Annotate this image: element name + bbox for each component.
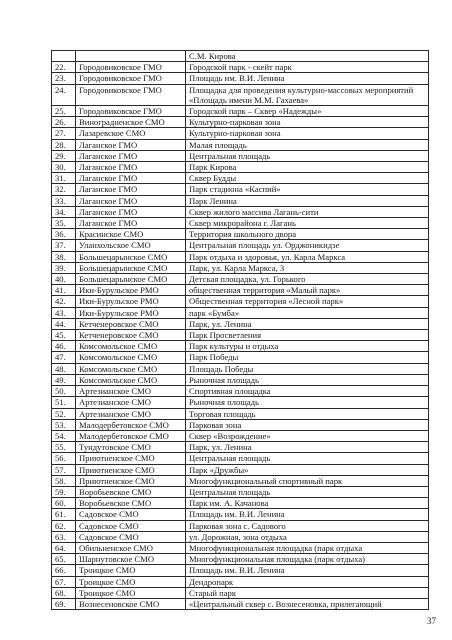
table-row bbox=[52, 352, 429, 363]
table-row bbox=[52, 51, 429, 62]
municipality-name: Лаганское ГМО bbox=[76, 162, 186, 173]
row-number: 30. bbox=[52, 162, 76, 173]
table-row bbox=[52, 430, 429, 441]
object-name: Сквер «Возрождение» bbox=[186, 430, 429, 441]
object-name: Рыночная площадь bbox=[186, 397, 429, 408]
object-name: Центральная площадь bbox=[186, 486, 429, 497]
municipality-name: Садовское СМО bbox=[76, 509, 186, 520]
municipality-name: Городовиковское ГМО bbox=[76, 73, 186, 84]
row-number: 51. bbox=[52, 397, 76, 408]
object-name: Рыночная площадь bbox=[186, 374, 429, 385]
row-number: 68. bbox=[52, 587, 76, 598]
row-number: 50. bbox=[52, 386, 76, 397]
table-row bbox=[52, 318, 429, 329]
row-number: 28. bbox=[52, 139, 76, 150]
table-row bbox=[52, 587, 429, 598]
object-name: Культурно-парковая зона bbox=[186, 128, 429, 139]
table-row bbox=[52, 542, 429, 553]
object-name: Торговая площадь bbox=[186, 408, 429, 419]
page-number: 37 bbox=[427, 616, 436, 626]
row-number: 47. bbox=[52, 352, 76, 363]
object-name: Детская площадка, ул. Горького bbox=[186, 274, 429, 285]
municipality-name: Приютненское СМО bbox=[76, 453, 186, 464]
table-row bbox=[52, 576, 429, 587]
table-row bbox=[52, 251, 429, 262]
table-row bbox=[52, 509, 429, 520]
table-row bbox=[52, 341, 429, 352]
row-number: 27. bbox=[52, 128, 76, 139]
table-row bbox=[52, 386, 429, 397]
municipality-name: Красинское СМО bbox=[76, 229, 186, 240]
object-name: Общественная территория «Лесной парк» bbox=[186, 296, 429, 307]
table-row bbox=[52, 195, 429, 206]
municipality-name: Малодербетовское СМО bbox=[76, 419, 186, 430]
row-number: 35. bbox=[52, 218, 76, 229]
table-row bbox=[52, 62, 429, 73]
table-row bbox=[52, 128, 429, 139]
table-row bbox=[52, 453, 429, 464]
object-name: Парк отдыха и здоровья, ул. Карла Маркса bbox=[186, 251, 429, 262]
object-name: Городской парк - скейт парк bbox=[186, 62, 429, 73]
row-number: 41. bbox=[52, 285, 76, 296]
table-row bbox=[52, 218, 429, 229]
row-number: 38. bbox=[52, 251, 76, 262]
municipality-name: Комсомольское СМО bbox=[76, 341, 186, 352]
row-number: 66. bbox=[52, 565, 76, 576]
object-name: Парк, ул. Карла Маркса, 3 bbox=[186, 262, 429, 273]
object-name: Сквер жилого массива Лагань-сити bbox=[186, 206, 429, 217]
table-row bbox=[52, 240, 429, 251]
municipality-name: Садовское СМО bbox=[76, 531, 186, 542]
table-row bbox=[52, 498, 429, 509]
municipality-name: Артезианское СМО bbox=[76, 386, 186, 397]
row-number: 39. bbox=[52, 262, 76, 273]
municipality-name: Артезианское СМО bbox=[76, 397, 186, 408]
municipality-name: Приютненское СМО bbox=[76, 475, 186, 486]
row-number: 61. bbox=[52, 509, 76, 520]
object-name: Парк, ул. Ленина bbox=[186, 318, 429, 329]
table-row bbox=[52, 408, 429, 419]
object-name: Парк Ленина bbox=[186, 195, 429, 206]
municipality-name: Троицкое СМО bbox=[76, 587, 186, 598]
row-number: 24. bbox=[52, 84, 76, 105]
municipality-name: Воробьевское СМО bbox=[76, 498, 186, 509]
municipality-name: Лаганское ГМО bbox=[76, 206, 186, 217]
row-number: 59. bbox=[52, 486, 76, 497]
table-row bbox=[52, 206, 429, 217]
object-name: С.М. Кирова bbox=[186, 51, 429, 62]
table-row bbox=[52, 554, 429, 565]
row-number: 58. bbox=[52, 475, 76, 486]
municipality-name: Кетченеровское СМО bbox=[76, 318, 186, 329]
row-number: 29. bbox=[52, 150, 76, 161]
municipality-name: Малодербетовское СМО bbox=[76, 430, 186, 441]
table-row bbox=[52, 296, 429, 307]
municipality-name: Шарнутовское СМО bbox=[76, 554, 186, 565]
row-number: 44. bbox=[52, 318, 76, 329]
object-name: Площадка для проведения культурно-массовых мероприятий «Площадь имени М.М. Гахаева» bbox=[186, 84, 429, 105]
row-number: 63. bbox=[52, 531, 76, 542]
municipality-name: Городовиковское ГМО bbox=[76, 106, 186, 117]
row-number: 31. bbox=[52, 173, 76, 184]
municipality-name: Лаганское ГМО bbox=[76, 139, 186, 150]
object-name: Территория школьного двора bbox=[186, 229, 429, 240]
table-row bbox=[52, 520, 429, 531]
object-name: Многофункциональная площадка (парк отдыха) bbox=[186, 554, 429, 565]
table-row bbox=[52, 162, 429, 173]
row-number: 55. bbox=[52, 442, 76, 453]
row-number: 64. bbox=[52, 542, 76, 553]
row-number: 53. bbox=[52, 419, 76, 430]
row-number: 40. bbox=[52, 274, 76, 285]
municipality-name bbox=[76, 51, 186, 62]
row-number: 36. bbox=[52, 229, 76, 240]
table-row bbox=[52, 419, 429, 430]
object-name: Парк, ул. Ленина bbox=[186, 442, 429, 453]
object-name: Парк культуры и отдыха bbox=[186, 341, 429, 352]
object-name: Старый парк bbox=[186, 587, 429, 598]
table-row bbox=[52, 84, 429, 105]
object-name: Парк «Дружбы» bbox=[186, 464, 429, 475]
object-name: Многофункциональная площадка (парк отдыха bbox=[186, 542, 429, 553]
row-number: 43. bbox=[52, 307, 76, 318]
object-name: Сквер Будды bbox=[186, 173, 429, 184]
row-number: 46. bbox=[52, 341, 76, 352]
municipality-name: Лаганское ГМО bbox=[76, 173, 186, 184]
table-row bbox=[52, 598, 429, 609]
municipality-name: Троицкое СМО bbox=[76, 576, 186, 587]
row-number: 33. bbox=[52, 195, 76, 206]
object-name: Дендропарк bbox=[186, 576, 429, 587]
object-name: Площадь Победы bbox=[186, 363, 429, 374]
object-name: общественная территория «Малый парк» bbox=[186, 285, 429, 296]
object-name: Парк Победы bbox=[186, 352, 429, 363]
object-name: Малая площадь bbox=[186, 139, 429, 150]
row-number: 54. bbox=[52, 430, 76, 441]
municipality-name: Комсомольское СМО bbox=[76, 352, 186, 363]
table-row bbox=[52, 486, 429, 497]
table-row bbox=[52, 374, 429, 385]
municipality-name: Комсомольское СМО bbox=[76, 374, 186, 385]
table-row bbox=[52, 173, 429, 184]
row-number: 42. bbox=[52, 296, 76, 307]
municipality-name: Лаганское ГМО bbox=[76, 184, 186, 195]
table-row bbox=[52, 442, 429, 453]
row-number bbox=[52, 51, 76, 62]
row-number: 69. bbox=[52, 598, 76, 609]
object-name: «Центральный сквер с. Вознесеновка, прилегающий bbox=[186, 598, 429, 609]
row-number: 57. bbox=[52, 464, 76, 475]
municipality-name: Лаганское ГМО bbox=[76, 195, 186, 206]
table-row bbox=[52, 565, 429, 576]
municipality-name: Вознесеновское СМО bbox=[76, 598, 186, 609]
municipality-name: Виноградненское СМО bbox=[76, 117, 186, 128]
row-number: 67. bbox=[52, 576, 76, 587]
registry-table-body bbox=[52, 51, 429, 610]
municipality-name: Троицкое СМО bbox=[76, 565, 186, 576]
row-number: 65. bbox=[52, 554, 76, 565]
municipality-name: Воробьевское СМО bbox=[76, 486, 186, 497]
table-row bbox=[52, 229, 429, 240]
row-number: 48. bbox=[52, 363, 76, 374]
object-name: Площадь им. В.И. Ленина bbox=[186, 509, 429, 520]
municipality-name: Ики-Бурульское РМО bbox=[76, 307, 186, 318]
table-row bbox=[52, 531, 429, 542]
object-name: Парк Кирова bbox=[186, 162, 429, 173]
municipality-name: Городовиковское ГМО bbox=[76, 62, 186, 73]
municipality-name: Большецарынское СМО bbox=[76, 262, 186, 273]
municipality-name: Лазаревское СМО bbox=[76, 128, 186, 139]
row-number: 56. bbox=[52, 453, 76, 464]
municipality-name: Кетченеровское СМО bbox=[76, 330, 186, 341]
municipality-name: Комсомольское СМО bbox=[76, 363, 186, 374]
object-name: Центральная площадь bbox=[186, 453, 429, 464]
table-row bbox=[52, 150, 429, 161]
object-name: Спортивная площадка bbox=[186, 386, 429, 397]
row-number: 34. bbox=[52, 206, 76, 217]
municipality-name: Артезианское СМО bbox=[76, 408, 186, 419]
object-name: Многофункциональный спортивный парк bbox=[186, 475, 429, 486]
object-name: Парк Просветления bbox=[186, 330, 429, 341]
object-name: Парк им. А. Качанова bbox=[186, 498, 429, 509]
object-name: Городской парк – Сквер «Надежды» bbox=[186, 106, 429, 117]
object-name: Парковая зона с. Садового bbox=[186, 520, 429, 531]
table-row bbox=[52, 262, 429, 273]
row-number: 60. bbox=[52, 498, 76, 509]
row-number: 37. bbox=[52, 240, 76, 251]
table-row bbox=[52, 106, 429, 117]
table-row bbox=[52, 73, 429, 84]
object-name: Культурно-парковая зона bbox=[186, 117, 429, 128]
row-number: 25. bbox=[52, 106, 76, 117]
table-row bbox=[52, 397, 429, 408]
municipality-name: Ики-Бурульское РМО bbox=[76, 296, 186, 307]
municipality-name: Лаганское ГМО bbox=[76, 150, 186, 161]
object-name: ул. Дорожная, зона отдыха bbox=[186, 531, 429, 542]
row-number: 45. bbox=[52, 330, 76, 341]
table-row bbox=[52, 464, 429, 475]
row-number: 22. bbox=[52, 62, 76, 73]
municipality-name: Городовиковское ГМО bbox=[76, 84, 186, 105]
municipality-name: Тундутовское СМО bbox=[76, 442, 186, 453]
row-number: 62. bbox=[52, 520, 76, 531]
row-number: 32. bbox=[52, 184, 76, 195]
object-name: Парк стадиона «Каспий» bbox=[186, 184, 429, 195]
table-row bbox=[52, 307, 429, 318]
registry-table bbox=[51, 50, 429, 610]
table-row bbox=[52, 274, 429, 285]
row-number: 49. bbox=[52, 374, 76, 385]
municipality-name: Приютненское СМО bbox=[76, 464, 186, 475]
table-row bbox=[52, 285, 429, 296]
row-number: 23. bbox=[52, 73, 76, 84]
municipality-name: Лаганское ГМО bbox=[76, 218, 186, 229]
municipality-name: Большецарынское СМО bbox=[76, 274, 186, 285]
object-name: Сквер микрорайона г. Лагань bbox=[186, 218, 429, 229]
municipality-name: Обильненское СМО bbox=[76, 542, 186, 553]
table-row bbox=[52, 330, 429, 341]
table-row bbox=[52, 139, 429, 150]
object-name: Центральная площадь bbox=[186, 150, 429, 161]
table-row bbox=[52, 475, 429, 486]
row-number: 26. bbox=[52, 117, 76, 128]
municipality-name: Большецарынское СМО bbox=[76, 251, 186, 262]
table-row bbox=[52, 184, 429, 195]
municipality-name: Уланхольское СМО bbox=[76, 240, 186, 251]
object-name: Площадь им. В.И. Ленина bbox=[186, 565, 429, 576]
table-row bbox=[52, 363, 429, 374]
table-row bbox=[52, 117, 429, 128]
municipality-name: Ики-Бурульское РМО bbox=[76, 285, 186, 296]
object-name: парк «Бумба» bbox=[186, 307, 429, 318]
object-name: Площадь им. В.И. Ленина bbox=[186, 73, 429, 84]
municipality-name: Садовское СМО bbox=[76, 520, 186, 531]
row-number: 52. bbox=[52, 408, 76, 419]
object-name: Парковая зона bbox=[186, 419, 429, 430]
object-name: Центральная площадь ул. Орджоникидзе bbox=[186, 240, 429, 251]
